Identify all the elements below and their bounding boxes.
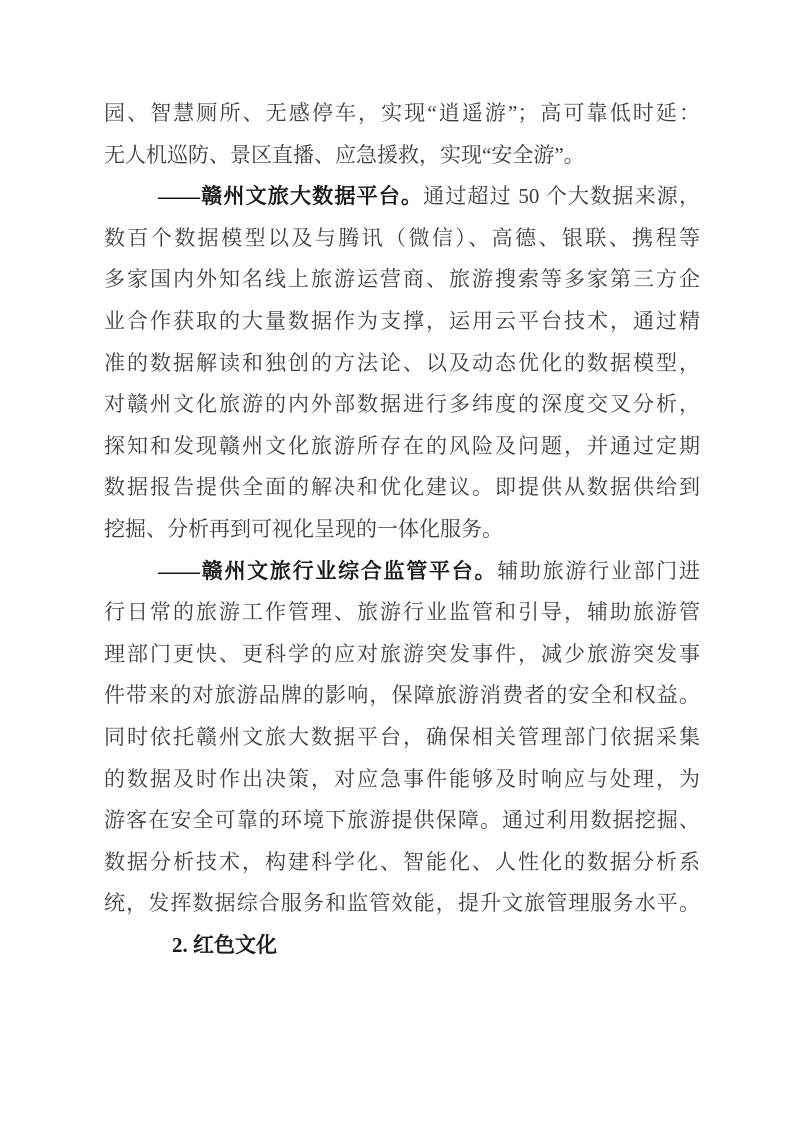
paragraph-lead-line	[104, 176, 700, 218]
paragraph-lead: ——赣州文旅大数据平台。	[158, 184, 424, 209]
paragraph-lead-rest: 辅助旅游行业部门进	[497, 558, 701, 583]
paragraph-lead-line	[104, 551, 700, 593]
text-line: 件带来的对旅游品牌的影响，保障旅游消费者的安全和权益。	[104, 683, 700, 708]
text-line: 行日常的旅游工作管理、旅游行业监管和引导，辅助旅游管	[104, 600, 700, 625]
text-line: 多家国内外知名线上旅游运营商、旅游搜索等多家第三方企	[104, 267, 700, 292]
text-line: 对赣州文化旅游的内外部数据进行多纬度的深度交叉分析，	[104, 392, 700, 417]
text-line: 同时依托赣州文旅大数据平台，确保相关管理部门依据采集	[104, 724, 700, 749]
text-line: 游客在安全可靠的环境下旅游提供保障。通过利用数据挖掘、	[104, 808, 700, 833]
text-line: 数据分析技术，构建科学化、智能化、人性化的数据分析系	[104, 849, 700, 874]
text-line: 无人机巡防、景区直播、应急援救，实现“安全游”。	[104, 142, 585, 167]
document-text-block	[104, 93, 700, 966]
text-line: 数据报告提供全面的解决和优化建议。即提供从数据供给到	[104, 475, 700, 500]
text-line: 准的数据解读和独创的方法论、以及动态优化的数据模型，	[104, 350, 700, 375]
text-line: 理部门更快、更科学的应对旅游突发事件，减少旅游突发事	[104, 641, 700, 666]
section-heading: 2. 红色文化	[172, 932, 277, 957]
text-line: 业合作获取的大量数据作为支撑，运用云平台技术，通过精	[104, 308, 700, 333]
paragraph-lead-rest: 通过超过 50 个大数据来源，	[423, 184, 701, 209]
text-line: 数百个数据模型以及与腾讯（微信）、高德、银联、携程等	[104, 225, 700, 250]
text-line: 统，发挥数据综合服务和监管效能，提升文旅管理服务水平。	[104, 891, 700, 916]
text-line: 探知和发现赣州文化旅游所存在的风险及问题，并通过定期	[104, 433, 700, 458]
text-line: 园、智慧厕所、无感停车，实现“逍遥游”；高可靠低时延：	[104, 101, 700, 125]
paragraph-lead: ——赣州文旅行业综合监管平台。	[158, 558, 498, 583]
text-line: 挖掘、分析再到可视化呈现的一体化服务。	[104, 516, 503, 541]
text-line: 的数据及时作出决策，对应急事件能够及时响应与处理，为	[104, 766, 700, 791]
